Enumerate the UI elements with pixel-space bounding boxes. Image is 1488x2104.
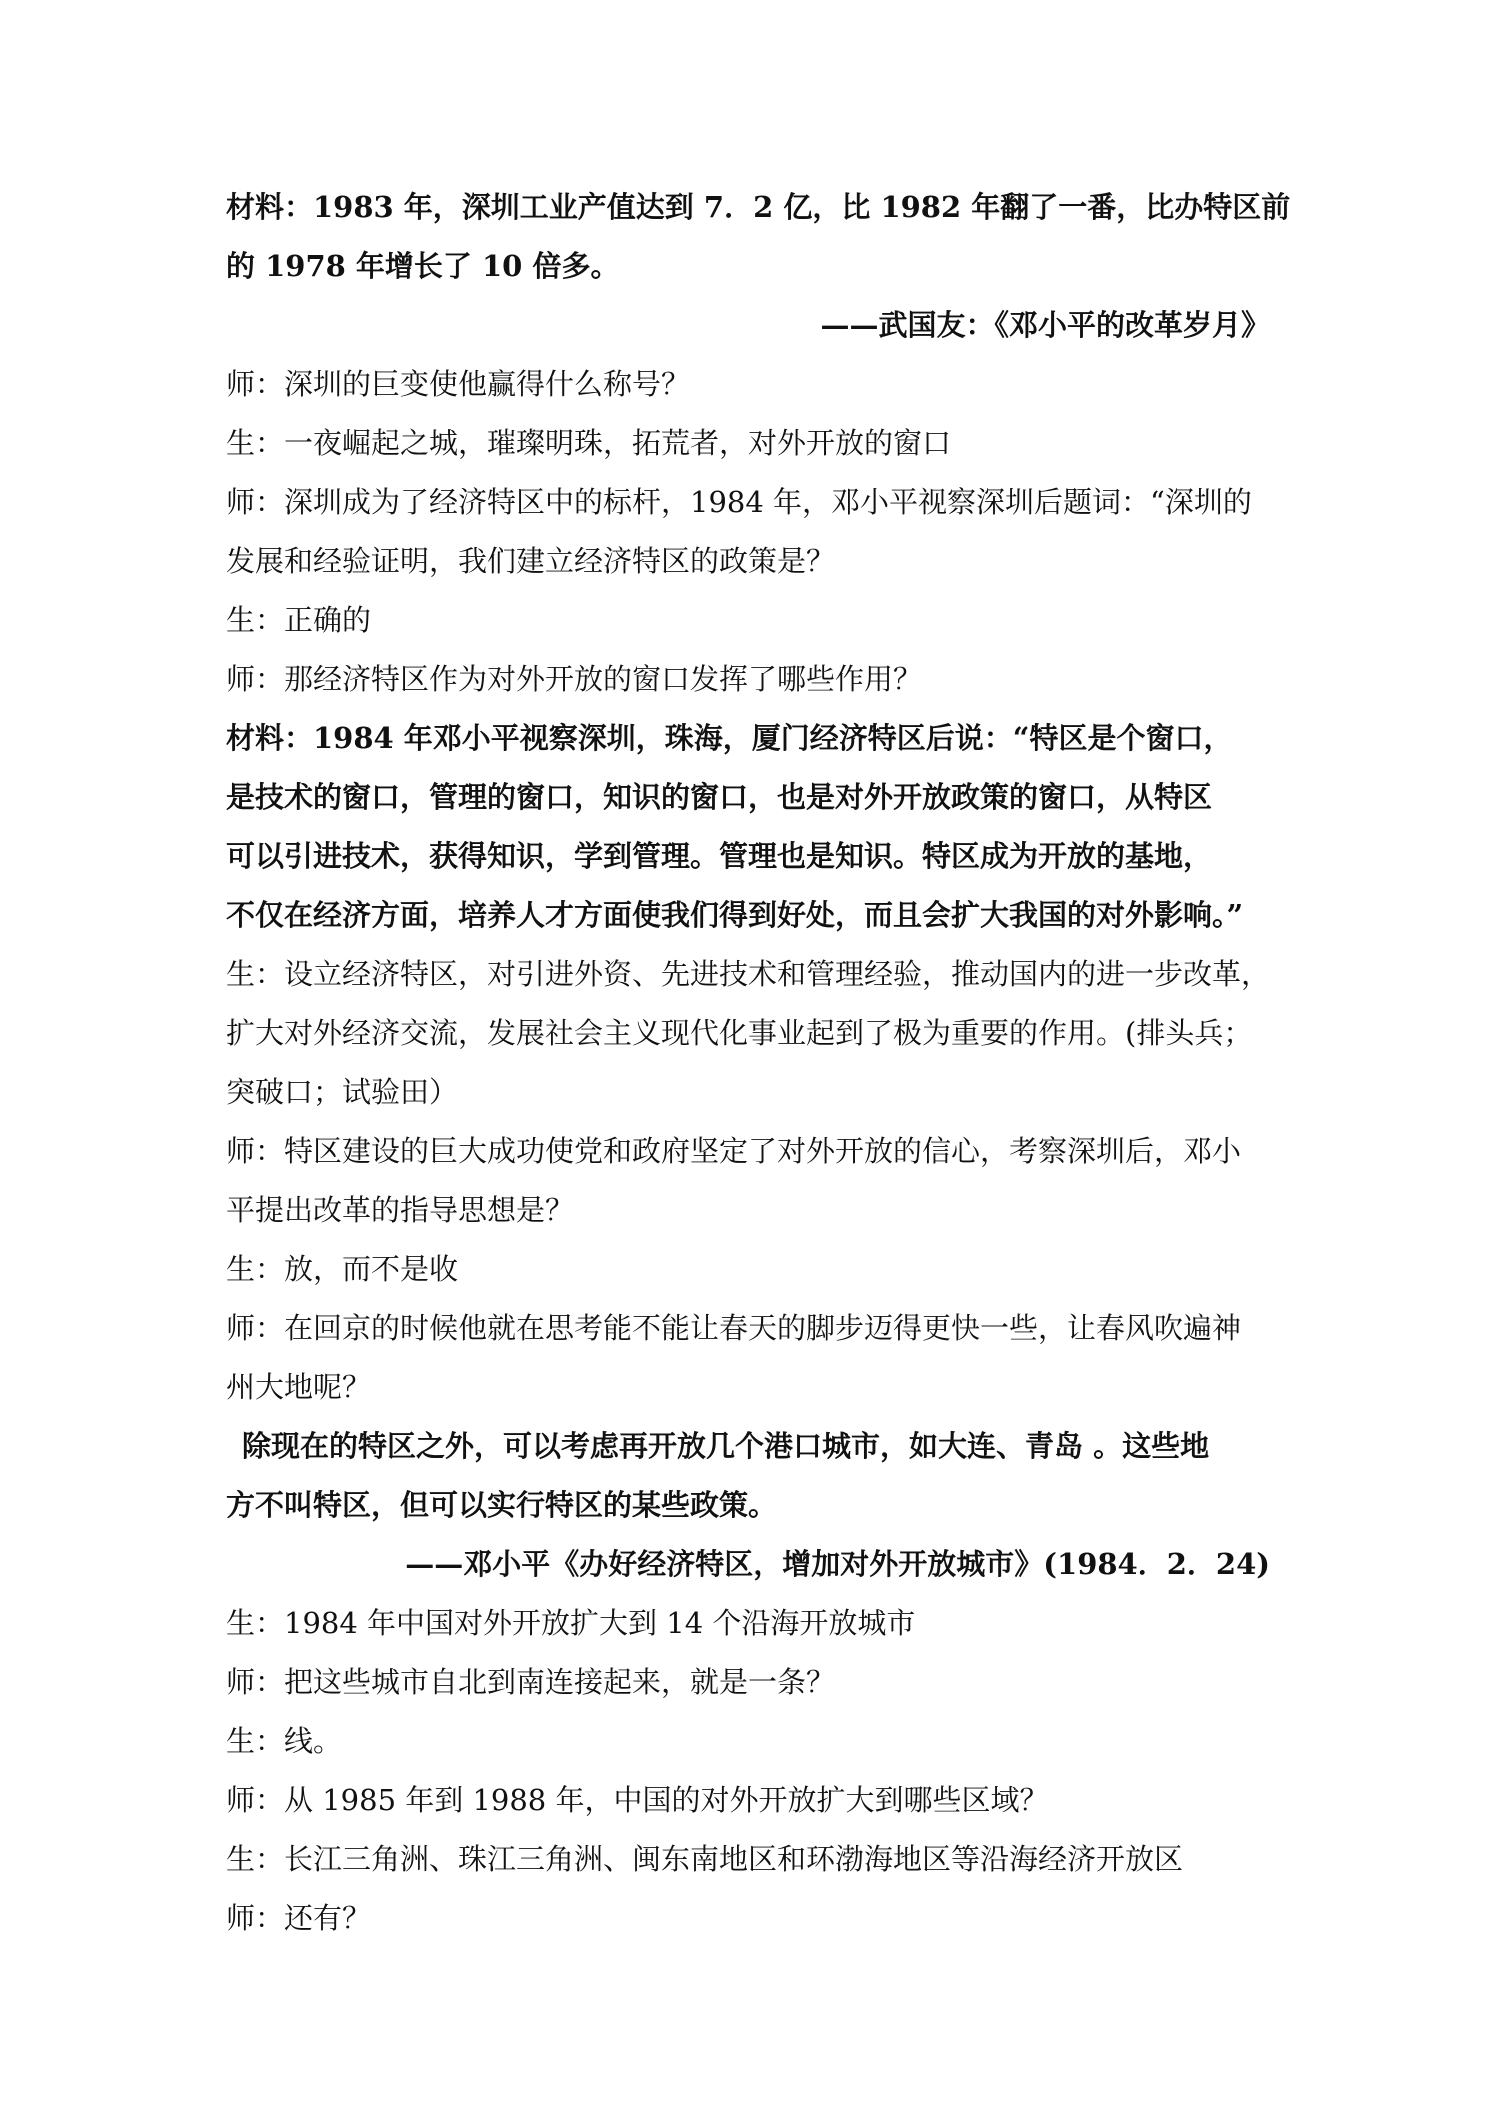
- document-body: [226, 178, 1291, 1948]
- text-line: 师：把这些城市自北到南连接起来，就是一条？: [226, 1665, 836, 1699]
- text-line: 师：深圳成为了经济特区中的标杆，1984 年，邓小平视察深圳后题词：“深圳的: [226, 485, 1252, 519]
- text-line: 师：从 1985 年到 1988 年，中国的对外开放扩大到哪些区域？: [226, 1783, 1049, 1817]
- text-line: 师：在回京的时候他就在思考能不能让春天的脚步迈得更快一些，让春风吹遍神: [226, 1311, 1242, 1345]
- text-line: ——邓小平《办好经济特区，增加对外开放城市》(1984．2．24): [405, 1547, 1270, 1581]
- text-line: 生：放，而不是收: [226, 1252, 459, 1286]
- text-line: 生：一夜崛起之城，璀璨明珠，拓荒者，对外开放的窗口: [226, 426, 952, 460]
- text-line: 生：设立经济特区，对引进外资、先进技术和管理经验，推动国内的进一步改革，: [226, 957, 1271, 991]
- text-line: 材料：1984 年邓小平视察深圳，珠海，厦门经济特区后说：“特区是个窗口，: [226, 721, 1233, 755]
- text-line: 生：长江三角洲、珠江三角洲、闽东南地区和环渤海地区等沿海经济开放区: [226, 1842, 1184, 1876]
- text-line: 平提出改革的指导思想是？: [226, 1193, 575, 1227]
- text-line: 的 1978 年增长了 10 倍多。: [226, 249, 620, 283]
- text-line: 不仅在经济方面，培养人才方面使我们得到好处，而且会扩大我国的对外影响。”: [226, 898, 1244, 932]
- text-line: 师：深圳的巨变使他赢得什么称号？: [226, 367, 691, 401]
- text-line: 除现在的特区之外，可以考虑再开放几个港口城市，如大连、青岛 。这些地: [242, 1429, 1210, 1463]
- text-line: 发展和经验证明，我们建立经济特区的政策是？: [226, 544, 836, 578]
- text-line: 生：1984 年中国对外开放扩大到 14 个沿海开放城市: [226, 1606, 916, 1640]
- text-line: 材料：1983 年，深圳工业产值达到 7．2 亿，比 1982 年翻了一番，比办特区前: [226, 190, 1291, 224]
- text-line: 师：那经济特区作为对外开放的窗口发挥了哪些作用？: [226, 662, 923, 696]
- text-line: 扩大对外经济交流，发展社会主义现代化事业起到了极为重要的作用。(排头兵；: [226, 1016, 1253, 1050]
- text-line: ——武国友：《邓小平的改革岁月》: [820, 308, 1270, 342]
- text-line: 生：正确的: [226, 603, 372, 637]
- text-line: 师：还有？: [226, 1901, 372, 1935]
- text-line: 师：特区建设的巨大成功使党和政府坚定了对外开放的信心，考察深圳后，邓小: [226, 1134, 1242, 1168]
- text-line: 方不叫特区，但可以实行特区的某些政策。: [226, 1488, 778, 1522]
- text-line: 州大地呢？: [226, 1370, 372, 1404]
- text-line: 是技术的窗口，管理的窗口，知识的窗口，也是对外开放政策的窗口，从特区: [226, 780, 1213, 814]
- text-line: 突破口；试验田）: [226, 1075, 459, 1109]
- text-line: 可以引进技术，获得知识，学到管理。管理也是知识。特区成为开放的基地，: [226, 839, 1213, 873]
- text-line: 生：线。: [226, 1724, 343, 1758]
